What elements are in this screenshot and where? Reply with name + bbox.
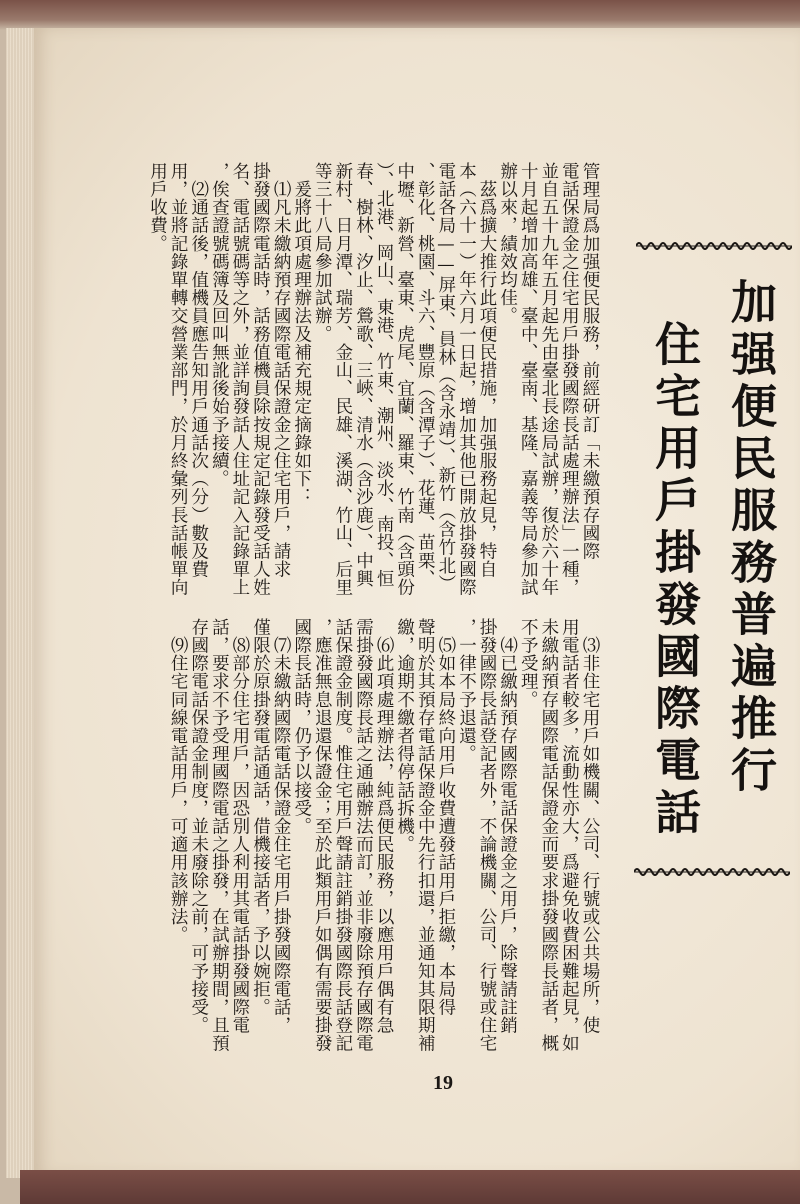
title-line-1: 加强便民服務普遍推行 [724,278,778,798]
upper-text-block: 管理局爲加强便民服務，前經研訂「未繳預存國際 電話保證金之住宅用戶掛發國際長話處理辦法」一種， 並自五十九年五月起先由臺北長途局試辦，復於六十年 十月起增加高雄、臺中、臺南、基隆、嘉義等局參加試 辦以來，績效均佳。 茲爲擴大推行此項便民措施，加强服務起見，特自 本（六十一）年六月一日起，增加其他已開放掛發國際 電話各局——屏東、員林（含永靖）、新竹（含竹北） 、彰化、桃園、斗六、豐原（含潭子）、花蓮、苗栗、 中壢、新營、臺東、虎尾、宜蘭、羅東、竹南（含頭份 ）、北港、岡山、東港、竹東、潮州、淡水、南投、恒 春、樹林、汐止、鶯歌、三峽、清水（含沙鹿）、中興 新村、日月潭、瑞芳、金山、民雄、溪湖、竹山、后里 等三十八局參加試辦。 爰將此項處理辦法及補充規定摘錄如下： ⑴凡未繳納預存國際電話保證金之住宅用戶，請求 掛發國際電話時，話務值機員除按規定記錄發受話人姓 名、電話號碼等之外，並詳詢發話人住址記入記錄單上 ，俟查證號碼簿及回叫無訛後始予接續。 ⑵通話後，值機員應告知用戶通話次（分）數及費 用，並將記錄單轉交營業部門，於月終彙列長話帳單向 用戶收費。 [147,162,600,597]
book-cover-edge [20,1170,800,1204]
bottom-ornament [634,866,790,878]
page-number: 19 [433,1072,453,1094]
page-stack [6,28,37,1178]
lower-text-block: ⑶非住宅用戶如機關、公司、行號或公共場所，使 用電話者較多，流動性亦大，爲避免收費困難起見，如 未繳納預存國際電話保證金而要求掛發國際長話者，概 不予受理。 ⑷已繳納預存國際電話保證金之用戶，除聲請註銷 掛發國際長話登記者外，不論機關、公司、行號或住宅 ，一律不予退還。 ⑸如本局終向用戶收費遭發話用戶拒繳，本局得 聲明於其預存電話保證金中先行扣還，並通知其限期補 繳，逾期不繳者得停話拆機。 ⑹此項處理辦法，純爲便民服務，以應用戶偶有急 需掛發國際長話之通融辦法而訂，並非廢除預存國際電 話保證金制度。惟住宅用戶聲請註銷掛發國際長話登記 ，應准無息退還保證金；至於此類用戶如偶有需要掛發 國際長話時，仍予以接受。 ⑺未繳納國際電話保證金住宅用戶掛發國際電話， 僅限於原掛發電話通話，借機接話者，予以婉拒。 ⑻部分住宅用戶，因恐別人利用其電話掛發國際電 話，要求不予受理國際電話之掛發，在試辦期間，且預 存國際電話保證金制度，並未廢除之前，可予接受。 ⑼住宅同線電話用戶，可適用該辦法。 [168,618,600,1053]
title-line-2: 住宅用戶掛發國際電話 [648,320,702,840]
top-ornament [636,240,792,252]
